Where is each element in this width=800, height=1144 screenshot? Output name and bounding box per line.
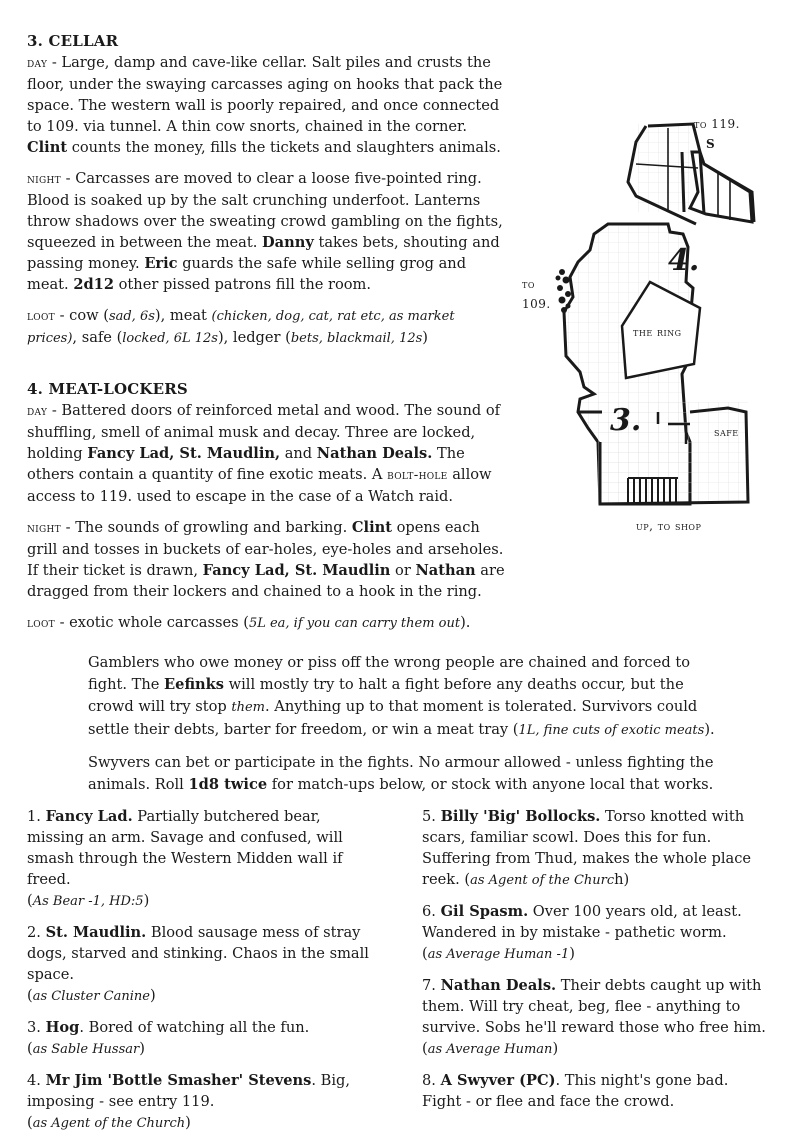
fighter-name: St. Maudlin.: [45, 924, 147, 941]
fighter-name: Gil Spasm.: [440, 903, 529, 920]
fighter-stats-pre: (: [422, 1040, 428, 1057]
lockers-loot-2: ).: [460, 614, 471, 631]
fighter-stats: as Agent of the Church: [32, 1116, 186, 1131]
fighter-stats: as Sable Hussar: [32, 1042, 140, 1057]
lockers-day-text3: The others contain a quantity of fine exotic meats. A: [27, 445, 465, 483]
cellar-day-text2: counts the money, fills the tickets and slaughters animals.: [67, 139, 501, 156]
lockers-day-text1: - Battered doors of reinforced metal and wood. The sound of shuffling, smell of animal musk and decay. Three are locked, holding: [27, 402, 501, 462]
intro-p1d: them: [231, 700, 266, 715]
fighter-stats-pre: (: [27, 892, 33, 909]
fighter-entry: [422, 806, 770, 891]
fighter-entry: [422, 901, 770, 965]
map-label-to109a: to: [522, 277, 535, 291]
fighter-stats-post: h): [614, 871, 630, 888]
cellar-night-name1: Danny: [262, 234, 314, 251]
fighter-stats-post: ): [185, 1114, 191, 1131]
lockers-night-text1: - The sounds of growling and barking.: [60, 519, 352, 536]
fight-intro-p2: [88, 752, 718, 796]
intro-p1g: ).: [704, 721, 715, 738]
cellar-night-text4: other pissed patrons fill the room.: [114, 276, 372, 293]
lockers-day-n2: Nathan Deals.: [316, 445, 433, 462]
cellar-night-dice: 2d12: [73, 276, 114, 293]
fighter-num: 1.: [27, 808, 46, 825]
cellar-night-name2: Eric: [144, 255, 178, 272]
fighter-stats-pre: (: [27, 1040, 33, 1057]
cellar-night: [27, 168, 507, 295]
fighter-stats-post: ): [569, 945, 575, 962]
lockers-night: [27, 517, 509, 602]
fighter-stats: as Average Human: [427, 1042, 553, 1057]
lockers-night-n1: Clint: [351, 519, 392, 536]
fighter-text: Partially butchered bear, missing an arm. Savage and confused, will smash through the Western Midden wall if freed.: [27, 808, 343, 888]
lockers-night-n3: Nathan: [415, 562, 476, 579]
fighter-name: Nathan Deals.: [440, 977, 557, 994]
fighter-stats-pre: (: [27, 987, 33, 1004]
lockers-night-text4: are dragged from their lockers and chained to a hook in the ring.: [27, 562, 505, 600]
fighter-num: 5.: [422, 808, 441, 825]
fight-intro: [88, 652, 718, 806]
cellar-loot-1i: sad, 6s: [108, 309, 155, 324]
fighter-text: Their debts caught up with them. Will try cheat, beg, flee - anything to survive. Sobs he'll reward those who free him.: [422, 977, 766, 1036]
cellar-day-name: Clint: [27, 139, 68, 156]
cellar-loot-4: ), ledger (: [217, 329, 291, 346]
fighter-name: Mr Jim 'Bottle Smasher' Stevens: [45, 1072, 312, 1089]
fighter-stats-pre: (: [464, 871, 471, 888]
cellar-title: 3. CELLAR: [27, 32, 119, 50]
lockers-night-text2: opens each grill and tosses in buckets of ear-holes, eye-holes and arseholes. If their ticket is drawn,: [27, 519, 504, 579]
fighter-num: 2.: [27, 924, 46, 941]
cellar-day-label: day: [27, 55, 48, 71]
map-label-safe: safe: [714, 425, 739, 439]
fighter-name: Billy 'Big' Bollocks.: [440, 808, 601, 825]
cellar-map: [518, 112, 788, 542]
fighter-text: Torso knotted with scars, familiar scowl. Does this for fun. Suffering from Thud, makes the whole place reek.: [422, 808, 752, 888]
fighter-entry: [27, 1017, 382, 1060]
map-room-number-4: 4.: [668, 243, 700, 278]
lockers-title: 4. MEAT-LOCKERS: [27, 380, 188, 398]
cellar-loot: [27, 305, 507, 349]
lockers-night-n2: Fancy Lad, St. Maudlin: [202, 562, 391, 579]
cellar-loot-3i: locked, 6L 12s: [122, 331, 218, 346]
intro-p1e: . Anything up to that moment is tolerated. Survivors could settle their debts, barter for freedom, or win a meat tray (: [88, 698, 698, 738]
fighter-num: 8.: [422, 1072, 441, 1089]
cellar-section: [27, 31, 507, 359]
fighter-stats: As Bear -1, HD:5: [32, 894, 144, 909]
cellar-loot-2i: (chicken, dog, cat, rat etc, as market prices): [27, 309, 455, 346]
fighter-stats-post: ): [149, 987, 156, 1004]
fighter-num: 3.: [27, 1019, 46, 1036]
cellar-day-text: - Large, damp and cave-like cellar. Salt piles and crusts the floor, under the swaying carcasses aging on hooks that pack the space. The western wall is poorly repaired, and once connected to 109. via tunnel. A thin cow snorts, chained in the corner.: [27, 54, 503, 135]
locker-rooms: [628, 124, 754, 224]
lockers-day-sc: bolt-hole: [387, 467, 448, 483]
fighter-stats: as Agent of the Churc: [470, 873, 615, 888]
intro-p2a: Swyvers can bet or participate in the fights. No armour allowed - unless fighting the animals. Roll: [88, 754, 714, 793]
fighter-stats-pre: (: [422, 945, 428, 962]
map-room-number-3: 3.: [610, 403, 642, 438]
lockers-night-label: night: [27, 520, 61, 536]
lockers-section: [27, 379, 509, 644]
fighters-right: [422, 806, 770, 1122]
fighter-entry: [422, 1070, 770, 1112]
fighter-text: . Bored of watching all the fun.: [79, 1019, 310, 1036]
map-label-to119: to 119.: [694, 117, 740, 131]
fighter-num: 6.: [422, 903, 441, 920]
fighter-entry: [27, 1070, 382, 1134]
cellar-night-text3: guards the safe while selling grog and meat.: [27, 255, 467, 293]
fighter-entry: [27, 922, 382, 1007]
intro-p2b: 1d8 twice: [188, 776, 268, 793]
lockers-night-text3: or: [390, 562, 416, 579]
lockers-day-label: day: [27, 403, 48, 419]
cellar-night-label: night: [27, 171, 61, 187]
fighter-name: Fancy Lad.: [45, 808, 133, 825]
lockers-loot: [27, 612, 509, 634]
map-label-to109b: 109.: [522, 297, 551, 311]
fighter-stats: as Average Human -1: [427, 947, 570, 962]
cellar-night-text1: - Carcasses are moved to clear a loose five-pointed ring. Blood is soaked up by the salt crunching underfoot. Lanterns throw shadows over the sweating crowd gambling on the fights, squeezed in between the meat.: [27, 170, 503, 251]
intro-p1b: Eefinks: [164, 676, 224, 693]
fighter-stats-post: ): [143, 892, 150, 909]
lockers-loot-1i: 5L ea, if you can carry them out: [248, 616, 461, 631]
cellar-loot-4i: bets, blackmail, 12s: [290, 331, 423, 346]
cellar-day: [27, 52, 507, 158]
intro-p1a: Gamblers who owe money or piss off the wrong people are chained and forced to fight. The: [88, 654, 690, 693]
cellar-loot-3: , safe (: [72, 329, 123, 346]
lockers-day: [27, 400, 509, 507]
fight-intro-p1: [88, 652, 718, 742]
fighter-text: Blood sausage mess of stray dogs, starved and stinking. Chaos in the small space.: [27, 924, 369, 983]
fighters-left: [27, 806, 382, 1144]
map-label-ring: the ring: [633, 325, 682, 339]
intro-p1c: will mostly try to halt a fight before any deaths occur, but the crowd will try stop: [88, 676, 684, 715]
fighter-stats-post: ): [139, 1040, 145, 1057]
map-label-s: S: [706, 137, 716, 151]
intro-p1f: 1L, fine cuts of exotic meats: [518, 723, 705, 738]
lockers-day-n1: Fancy Lad, St. Maudlin,: [87, 445, 281, 462]
fighter-name: A Swyver (PC): [440, 1072, 556, 1089]
fighter-text: . Big, imposing - see entry 119.: [27, 1072, 351, 1110]
cellar-loot-2: ), meat: [154, 307, 212, 324]
lockers-loot-1: - exotic whole carcasses (: [54, 614, 249, 631]
rubble-icon: [556, 269, 572, 313]
fighter-entry: [422, 975, 770, 1060]
cellar-night-text2: takes bets, shouting and passing money.: [27, 234, 500, 272]
lockers-day-text4: allow access to 119. used to escape in the case of a Watch raid.: [27, 466, 492, 505]
lockers-day-text2: and: [280, 445, 317, 462]
fighter-stats-post: ): [552, 1040, 559, 1057]
fighter-num: 7.: [422, 977, 441, 994]
fighter-num: 4.: [27, 1072, 46, 1089]
fighter-stats-pre: (: [27, 1114, 33, 1131]
cellar-loot-5: ): [422, 329, 428, 346]
map-label-up: up, to shop: [636, 519, 702, 533]
cellar-loot-label: loot: [27, 308, 55, 324]
fighter-stats: as Cluster Canine: [32, 989, 150, 1004]
lockers-loot-label: loot: [27, 615, 55, 631]
main-room: [556, 220, 749, 510]
intro-p2c: for match-ups below, or stock with anyone local that works.: [267, 776, 714, 793]
fighter-entry: [27, 806, 382, 912]
fighter-text: Over 100 years old, at least. Wandered in by mistake - pathetic worm.: [422, 903, 742, 941]
fighter-text: . This night's gone bad. Fight - or flee and face the crowd.: [422, 1072, 729, 1110]
cellar-loot-1: - cow (: [54, 307, 109, 324]
fighter-name: Hog: [45, 1019, 80, 1036]
